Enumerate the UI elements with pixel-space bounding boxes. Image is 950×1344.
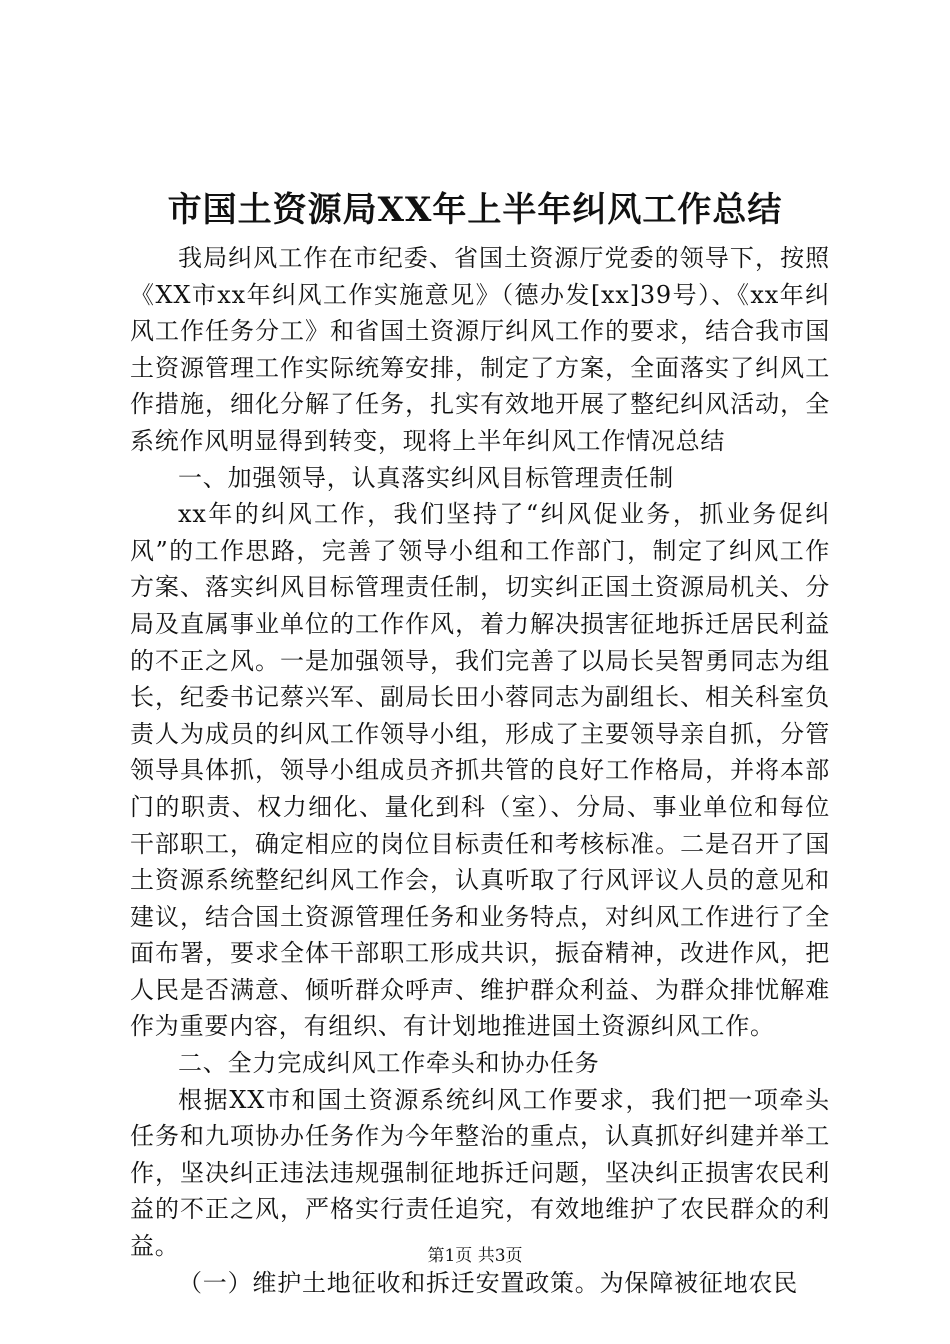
page-number-footer: 第1页 共3页 (427, 1246, 523, 1266)
section-1-paragraph: xx年的纠风工作，我们坚持了“纠风促业务，抓业务促纠风”的工作思路，完善了领导小组和工作部门，制定了纠风工作方案、落实纠风目标管理责任制，切实纠正国土资源局机关、分局及直属事业单位的工作作风，着力解决损害征地拆迁居民利益的不正之风。一是加强领导，我们完善了以局长吴智勇同志为组长，纪委书记蔡兴军、副局长田小蓉同志为副组长、相关科室负责人为成员的纠风工作领导小组，形成了主要领导亲自抓，分管领导具体抓，领导小组成员齐抓共管的良好工作格局，并将本部门的职责、权力细化、量化到科（室）、分局、事业单位和每位干部职工，确定相应的岗位目标责任和考核标准。二是召开了国土资源系统整纪纠风工作会，认真听取了行风评议人员的意见和建议，结合国土资源管理任务和业务特点，对纠风工作进行了全面布署，要求全体干部职工形成共识，振奋精神，改进作风，把人民是否满意、倾听群众呼声、维护群众利益、为群众排忧解难作为重要内容，有组织、有计划地推进国土资源纠风工作。 (130, 500, 830, 1041)
document-body (130, 240, 830, 1301)
section-heading-2: 二、全力完成纠风工作牵头和协办任务 (178, 1049, 600, 1078)
section-2-paragraph: 根据XX市和国土资源系统纠风工作要求，我们把一项牵头任务和九项协办任务作为今年整治的重点，认真抓好纠建并举工作，坚决纠正违法违规强制征地拆迁问题，坚决纠正损害农民利益的不正之风，严格实行责任追究，有效地维护了农民群众的利益。 (130, 1085, 830, 1261)
section-heading-1: 一、加强领导，认真落实纠风目标管理责任制 (178, 463, 674, 492)
document-title: 市国土资源局XX年上半年纠风工作总结 (167, 190, 783, 230)
subsection-1-paragraph: （一）维护土地征收和拆迁安置政策。为保障被征地农民 (178, 1268, 798, 1297)
intro-paragraph: 我局纠风工作在市纪委、省国土资源厅党委的领导下，按照《XX市xx年纠风工作实施意见》（德办发[xx]39号）、《xx年纠风工作任务分工》和省国土资源厅纠风工作的要求，结合我市国土资源管理工作实际统筹安排，制定了方案，全面落实了纠风工作措施，细化分解了任务，扎实有效地开展了整纪纠风活动，全系统作风明显得到转变，现将上半年纠风工作情况总结 (130, 244, 830, 455)
